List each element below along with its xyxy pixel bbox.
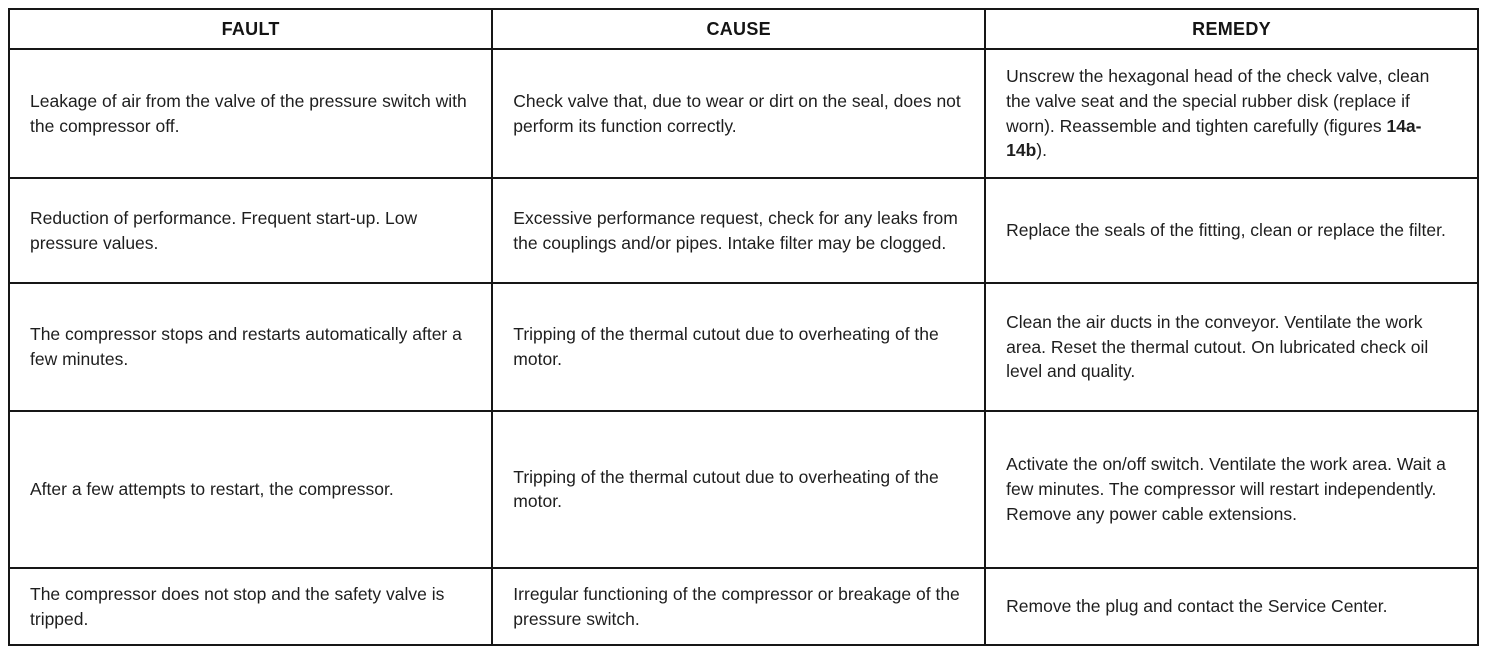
fault-cell <box>9 283 492 410</box>
remedy-text: Remove the plug and contact the Service Center. <box>1006 596 1388 617</box>
cause-cell <box>492 568 985 645</box>
remedy-text: Activate the on/off switch. Ventilate the work area. Wait a few minutes. The compressor will restart independently. <box>1006 454 1446 499</box>
remedy-text: Replace the seals of the fitting, clean or replace the filter. <box>1006 220 1446 241</box>
remedy-text-end: ). <box>1036 140 1047 161</box>
troubleshooting-table <box>8 8 1479 646</box>
fault-text: After a few attempts to restart, the compressor. <box>30 478 394 499</box>
remedy-cell <box>985 49 1478 178</box>
fault-cell <box>9 178 492 283</box>
table-row <box>9 178 1478 283</box>
remedy-cell <box>985 178 1478 283</box>
remedy-cell <box>985 568 1478 645</box>
table-row <box>9 283 1478 410</box>
fault-text: The compressor stops and restarts automatically after a few minutes. <box>30 324 462 369</box>
header-row <box>9 9 1478 49</box>
cause-cell <box>492 411 985 569</box>
fault-text: The compressor does not stop and the safety valve is tripped. <box>30 583 445 629</box>
cause-cell <box>492 178 985 283</box>
cause-text: Excessive performance request, check for any leaks from the couplings and/or pipes. Intake filter may be clogged. <box>513 207 958 253</box>
column-header-cause: CAUSE <box>492 9 985 49</box>
table-row <box>9 49 1478 178</box>
cause-text: Irregular functioning of the compressor or breakage of the pressure switch. <box>513 583 960 629</box>
figure-reference: 14a-14b <box>1006 115 1422 161</box>
column-header-fault: FAULT <box>9 9 492 49</box>
cause-cell <box>492 283 985 410</box>
cause-cell <box>492 49 985 178</box>
table-row <box>9 568 1478 645</box>
cause-text: Tripping of the thermal cutout due to overheating of the motor. <box>513 324 939 369</box>
fault-cell <box>9 411 492 569</box>
remedy-text: Unscrew the hexagonal head of the check valve, clean the valve seat and the special rubber disk (replace if worn). Reassemble and tighten carefully (figures <box>1006 65 1430 136</box>
column-header-remedy: REMEDY <box>985 9 1478 49</box>
remedy-text-line2: Remove any power cable extensions. <box>1006 503 1297 524</box>
fault-cell <box>9 568 492 645</box>
fault-text: Leakage of air from the valve of the pressure switch with the compressor off. <box>30 90 467 136</box>
remedy-text: Clean the air ducts in the conveyor. Ventilate the work area. Reset the thermal cutout. On lubricated check oil level and quality. <box>1006 311 1429 382</box>
cause-text: Check valve that, due to wear or dirt on the seal, does not perform its function correctly. <box>513 90 961 136</box>
remedy-cell <box>985 283 1478 410</box>
remedy-cell <box>985 411 1478 569</box>
fault-cell <box>9 49 492 178</box>
cause-text: Tripping of the thermal cutout due to overheating of the motor. <box>513 466 939 512</box>
fault-text: Reduction of performance. Frequent start-up. Low pressure values. <box>30 207 418 253</box>
table-row <box>9 411 1478 569</box>
